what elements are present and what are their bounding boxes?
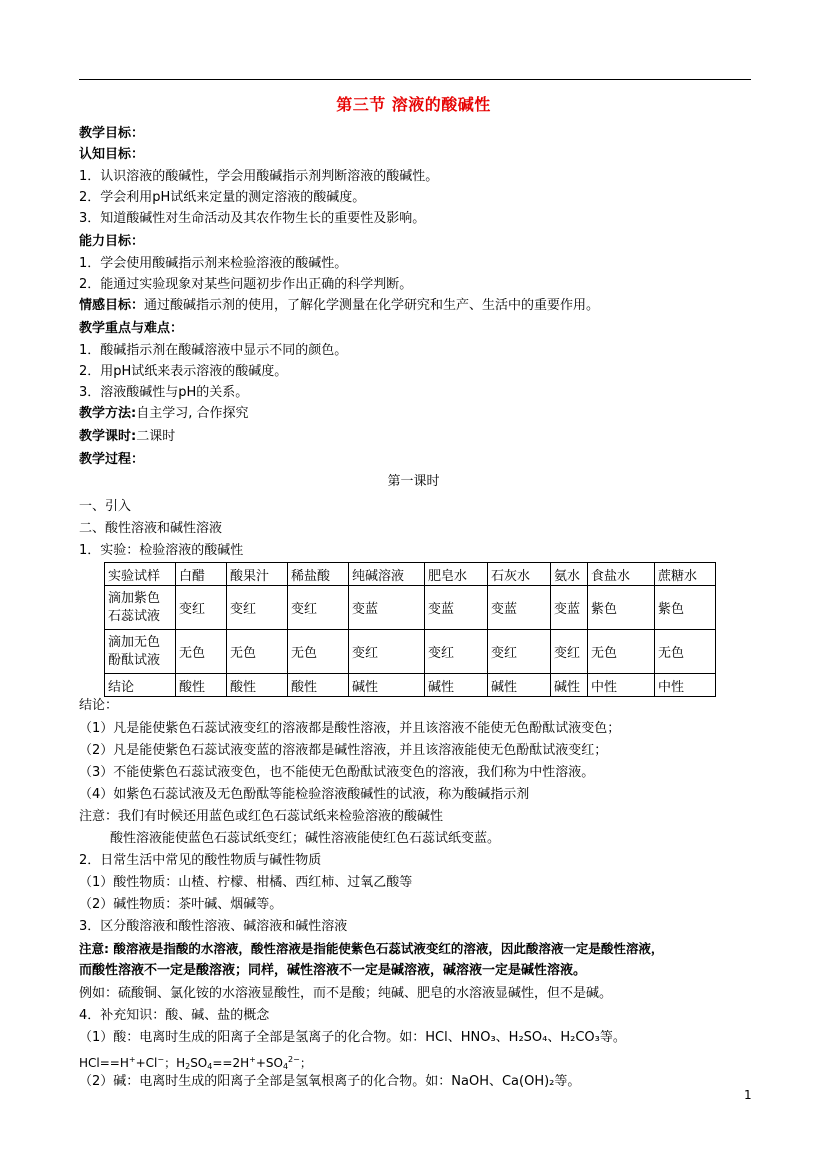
table-header-cell: 氨水	[551, 563, 588, 586]
table-cell: 紫色	[655, 586, 716, 630]
header-rule	[79, 79, 751, 80]
table-header-cell: 肥皂水	[425, 563, 488, 586]
table-cell: 碱性	[425, 674, 488, 697]
table-header-cell: 酸果汁	[227, 563, 288, 586]
table-cell: 变红	[349, 630, 425, 674]
table-cell: 酸性	[288, 674, 349, 697]
table-cell: 无色	[288, 630, 349, 674]
process-heading: 教学过程：	[79, 452, 145, 467]
acidic-substances: （1）酸性物质：山楂、柠檬、柑橘、西红柿、过氧乙酸等	[79, 875, 413, 890]
table-cell: 滴加无色酚酞试液	[105, 630, 176, 674]
teaching-goals-heading: 教学目标：	[79, 126, 145, 141]
experiment-title: 1．实验：检验溶液的酸碱性	[79, 543, 244, 558]
cognitive-goals-heading: 认知目标：	[79, 147, 145, 162]
table-cell: 酸性	[227, 674, 288, 697]
cognitive-goal-2: 2．学会利用pH试纸来定量的测定溶液的酸碱度。	[79, 190, 366, 205]
keypoint-2: 2．用pH试纸来表示溶液的酸碱度。	[79, 364, 288, 379]
teaching-hours-value: 二课时	[136, 429, 176, 444]
note-litmus-detail: 酸性溶液能使蓝色石蕊试纸变红；碱性溶液能使红色石蕊试纸变蓝。	[110, 831, 501, 846]
table-cell: 结论	[105, 674, 176, 697]
table-cell: 变蓝	[349, 586, 425, 630]
table-header-row	[105, 563, 716, 586]
emotion-goal-text: 通过酸碱指示剂的使用，了解化学测量在化学研究和生产、生活中的重要作用。	[144, 298, 600, 313]
emotion-goal-label: 情感目标：	[79, 298, 145, 313]
table-cell: 变红	[176, 586, 227, 630]
page-number: 1	[744, 1088, 752, 1102]
table-row	[105, 586, 716, 630]
table-header-cell: 白醋	[176, 563, 227, 586]
table-cell: 变蓝	[551, 586, 588, 630]
table-cell: 碱性	[551, 674, 588, 697]
teaching-method	[79, 405, 248, 423]
table-cell: 滴加紫色石蕊试液	[105, 586, 176, 630]
table-cell: 碱性	[349, 674, 425, 697]
teaching-hours-label: 教学课时:	[79, 429, 137, 444]
experiment-table	[104, 562, 716, 697]
example-text: 例如：硫酸铜、氯化铵的水溶液显酸性，而不是酸；纯碱、肥皂的水溶液显碱性，但不是碱。	[79, 986, 613, 1001]
table-cell: 酸性	[176, 674, 227, 697]
bold-note-line-1: 注意: 酸溶液是指酸的水溶液，酸性溶液是指能使紫色石蕊试液变红的溶液，因此酸溶液一定是酸性溶液，	[79, 941, 664, 956]
emotion-goal	[79, 297, 599, 315]
table-cell: 变红	[288, 586, 349, 630]
subsection-4: 4．补充知识：酸、碱、盐的概念	[79, 1008, 270, 1023]
conclusion-4: （4）如紫色石蕊试液及无色酚酞等能检验溶液酸碱性的试液，称为酸碱指示剂	[79, 787, 530, 802]
cognitive-goal-3: 3．知道酸碱性对生命活动及其农作物生长的重要性及影响。	[79, 211, 426, 226]
table-cell: 变红	[425, 630, 488, 674]
teaching-method-value: 自主学习, 合作探究	[136, 406, 249, 421]
conclusion-heading: 结论：	[79, 698, 119, 713]
ability-goals-heading: 能力目标：	[79, 234, 145, 249]
table-header-cell: 食盐水	[588, 563, 655, 586]
table-header-cell: 石灰水	[488, 563, 551, 586]
conclusion-2: （2）凡是能使紫色石蕊试液变蓝的溶液都是碱性溶液，并且该溶液能使无色酚酞试液变红；	[79, 743, 608, 758]
keypoints-heading: 教学重点与难点：	[79, 321, 184, 336]
table-header-cell: 纯碱溶液	[349, 563, 425, 586]
ability-goal-1: 1．学会使用酸碱指示剂来检验溶液的酸碱性。	[79, 256, 348, 271]
basic-substances: （2）碱性物质：茶叶碱、烟碱等。	[79, 897, 283, 912]
table-row	[105, 674, 716, 697]
teaching-hours	[79, 428, 175, 446]
table-cell: 变红	[488, 630, 551, 674]
conclusion-1: （1）凡是能使紫色石蕊试液变红的溶液都是酸性溶液，并且该溶液不能使无色酚酞试液变色；	[79, 721, 621, 736]
table-cell: 中性	[588, 674, 655, 697]
table-row	[105, 630, 716, 674]
table-cell: 无色	[227, 630, 288, 674]
keypoint-3: 3．溶液酸碱性与pH的关系。	[79, 385, 249, 400]
table-cell: 碱性	[488, 674, 551, 697]
lesson-title: 第一课时	[387, 474, 440, 489]
section-acid-base: 二、酸性溶液和碱性溶液	[79, 521, 223, 536]
ability-goal-2: 2．能通过实验现象对某些问题初步作出正确的科学判断。	[79, 277, 413, 292]
table-header-cell: 蔗糖水	[655, 563, 716, 586]
acid-ionization-equations: HCl==H++Cl−；$H_2SO_4==2H^++SO_4^{2-}$；	[79, 1055, 312, 1071]
conclusion-3: （3）不能使紫色石蕊试液变色，也不能使无色酚酞试液变色的溶液，我们称为中性溶液。	[79, 765, 595, 780]
bold-note-line-2: 而酸性溶液不一定是酸溶液；同样，碱性溶液不一定是碱溶液，碱溶液一定是碱性溶液。	[79, 963, 587, 978]
table-cell: 紫色	[588, 586, 655, 630]
teaching-method-label: 教学方法:	[79, 406, 137, 421]
base-definition: （2）碱：电离时生成的阳离子全部是氢氧根离子的化合物。如：NaOH、Ca(OH)₂等。	[79, 1074, 581, 1089]
table-header-cell: 稀盐酸	[288, 563, 349, 586]
table-cell: 中性	[655, 674, 716, 697]
cognitive-goal-1: 1．认识溶液的酸碱性，学会用酸碱指示剂判断溶液的酸碱性。	[79, 169, 439, 184]
table-header-cell: 实验试样	[105, 563, 176, 586]
table-cell: 变红	[227, 586, 288, 630]
keypoint-1: 1．酸碱指示剂在酸碱溶液中显示不同的颜色。	[79, 343, 348, 358]
section-intro: 一、引入	[79, 499, 132, 514]
subsection-3: 3．区分酸溶液和酸性溶液、碱溶液和碱性溶液	[79, 919, 348, 934]
table-cell: 无色	[588, 630, 655, 674]
note-litmus-paper: 注意：我们有时候还用蓝色或红色石蕊试纸来检验溶液的酸碱性	[79, 809, 444, 824]
acid-definition: （1）酸：电离时生成的阳离子全部是氢离子的化合物。如：HCl、HNO₃、H₂SO₄、H₂CO₃等。	[79, 1030, 626, 1045]
table-cell: 变蓝	[488, 586, 551, 630]
page-title: 第三节 溶液的酸碱性	[336, 95, 491, 114]
table-cell: 变红	[551, 630, 588, 674]
table-cell: 无色	[176, 630, 227, 674]
subsection-2: 2．日常生活中常见的酸性物质与碱性物质	[79, 853, 322, 868]
table-cell: 无色	[655, 630, 716, 674]
table-cell: 变蓝	[425, 586, 488, 630]
